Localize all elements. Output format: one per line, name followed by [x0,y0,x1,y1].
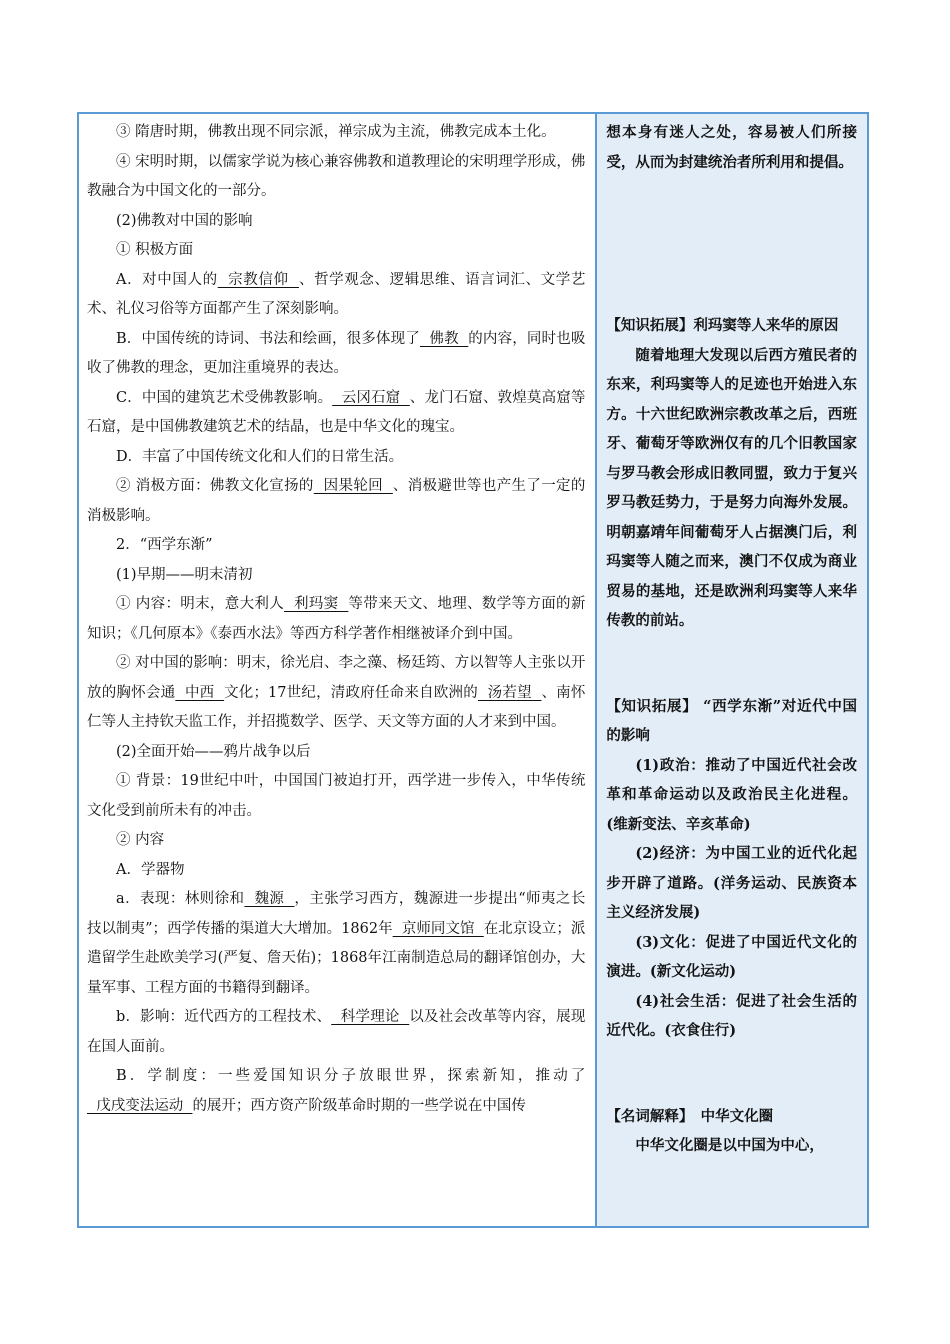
paragraph: A．对中国人的 宗教信仰 、哲学观念、逻辑思维、语言词汇、文学艺术、礼仪习俗等方面都产生了深刻影响。 [87,271,586,317]
paragraph: ① 内容：明末，意大利人 利玛窦 等带来天文、地理、数学等方面的新知识；《几何原本》《泰西水法》等西方科学著作相继被译介到中国。 [87,596,586,642]
fill-blank-answer: 因果轮回 [313,478,393,494]
knowledge-extension-body: 随着地理大发现以后西方殖民者的东来，利玛窦等人的足迹也开始进入东方。十六世纪欧洲宗教改革之后，西班牙、葡萄牙等欧洲仅有的几个旧教国家与罗马教会形成旧教同盟，致力于复兴罗马教廷势力，于是努力向海外发展。明朝嘉靖年间葡萄牙人占据澳门后，利玛窦等人随之而来，澳门不仅成为商业贸易的基地，还是欧洲利玛窦等人来华传教的前站。 [606,346,857,629]
paragraph: C．中国的建筑艺术受佛教影响。 云冈石窟 、龙门石窟、敦煌莫高窟等石窟，是中国佛教建筑艺术的结晶，也是中华文化的瑰宝。 [87,389,586,435]
subheading: (2)佛教对中国的影响 [116,212,253,229]
content-table [77,112,869,1228]
term-explanation-body: 中华文化圈是以中国为中心， [635,1137,824,1154]
fill-blank-answer: 科学理论 [331,1009,410,1025]
paragraph: a．表现：林则徐和 魏源 ，主张学习西方，魏源进一步提出“师夷之长技以制夷”；西学传播的渠道大大增加。1862年 京师同文馆 在北京设立；派遣留学生赴欧美学习(严复、詹天佑)；1868年江南制造总局的翻译馆创办，大量军事、工程方面的书籍得到翻译。 [87,891,586,996]
paragraph: ④ 宋明时期，以儒家学说为核心兼容佛教和道教理论的宋明理学形成，佛教融合为中国文化的一部分。 [87,153,586,199]
fill-blank-answer: 利玛窦 [284,596,349,612]
fill-blank-answer: 云冈石窟 [332,389,410,406]
subheading: A．学器物 [116,861,185,878]
fill-blank-answer: 魏源 [244,891,295,907]
paragraph: ③ 隋唐时期，佛教出现不同宗派，禅宗成为主流，佛教完成本土化。 [116,124,556,140]
impact-item: (2)经济：为中国工业的近代化起步开辟了道路。(洋务运动、民族资本主义经济发展) [606,845,857,921]
paragraph: B．学制度：一些爱国知识分子放眼世界，探索新知，推动了 戊戌变法运动 的展开；西方资产阶级革命时期的一些学说在中国传 [87,1068,586,1114]
subheading: (2)全面开始——鸦片战争以后 [116,743,311,760]
paragraph: D．丰富了中国传统文化和人们的日常生活。 [116,448,404,465]
main-column [79,114,597,1226]
fill-blank-answer: 佛教 [419,330,469,347]
impact-item: (4)社会生活：促进了社会生活的近代化。(衣食住行) [606,992,857,1039]
term-explanation-title: 【名词解释】 中华文化圈 [606,1107,774,1125]
subheading: ② 内容 [116,832,165,848]
fill-blank-answer: 宗教信仰 [217,271,299,288]
fill-blank-answer: 京师同文馆 [392,920,484,937]
paragraph: B．中国传统的诗词、书法和绘画，很多体现了 佛教 的内容，同时也吸收了佛教的理念，更加注重境界的表达。 [87,330,586,376]
impact-item: (3)文化：促进了中国近代文化的演进。(新文化运动) [606,933,857,980]
side-column [597,114,867,1226]
fill-blank-answer: 戊戌变法运动 [87,1097,193,1114]
subheading: ① 积极方面 [116,242,194,258]
subheading: (1)早期——明末清初 [116,566,253,583]
paragraph: ② 对中国的影响：明末，徐光启、李之藻、杨廷筠、方以智等人主张以开放的胸怀会通 中西 文化；17世纪，清政府任命来自欧洲的 汤若望 、南怀仁等人主持钦天监工作，并招揽数学、医学、天文等方面的人才来到中国。 [87,655,586,730]
paragraph: ① 背景：19世纪中叶，中国国门被迫打开，西学进一步传入，中华传统文化受到前所未有的冲击。 [87,773,586,819]
paragraph: b．影响：近代西方的工程技术、 科学理论 以及社会改革等内容，展现在国人面前。 [87,1009,586,1055]
section-heading: 2．“西学东渐” [116,537,213,553]
side-note-continuation: 想本身有迷人之处，容易被人们所接受，从而为封建统治者所利用和提倡。 [606,124,857,171]
knowledge-extension-title: 【知识拓展】 “西学东渐”对近代中国的影响 [606,697,857,744]
impact-item: (1)政治：推动了中国近代社会改革和革命运动以及政治民主化进程。(维新变法、辛亥革命) [606,756,857,833]
knowledge-extension-title: 【知识拓展】利玛窦等人来华的原因 [606,317,839,334]
fill-blank-answer: 中西 [175,684,225,701]
fill-blank-answer: 汤若望 [477,684,542,701]
paragraph: ② 消极方面：佛教文化宣扬的 因果轮回 、消极避世等也产生了一定的消极影响。 [87,478,586,524]
